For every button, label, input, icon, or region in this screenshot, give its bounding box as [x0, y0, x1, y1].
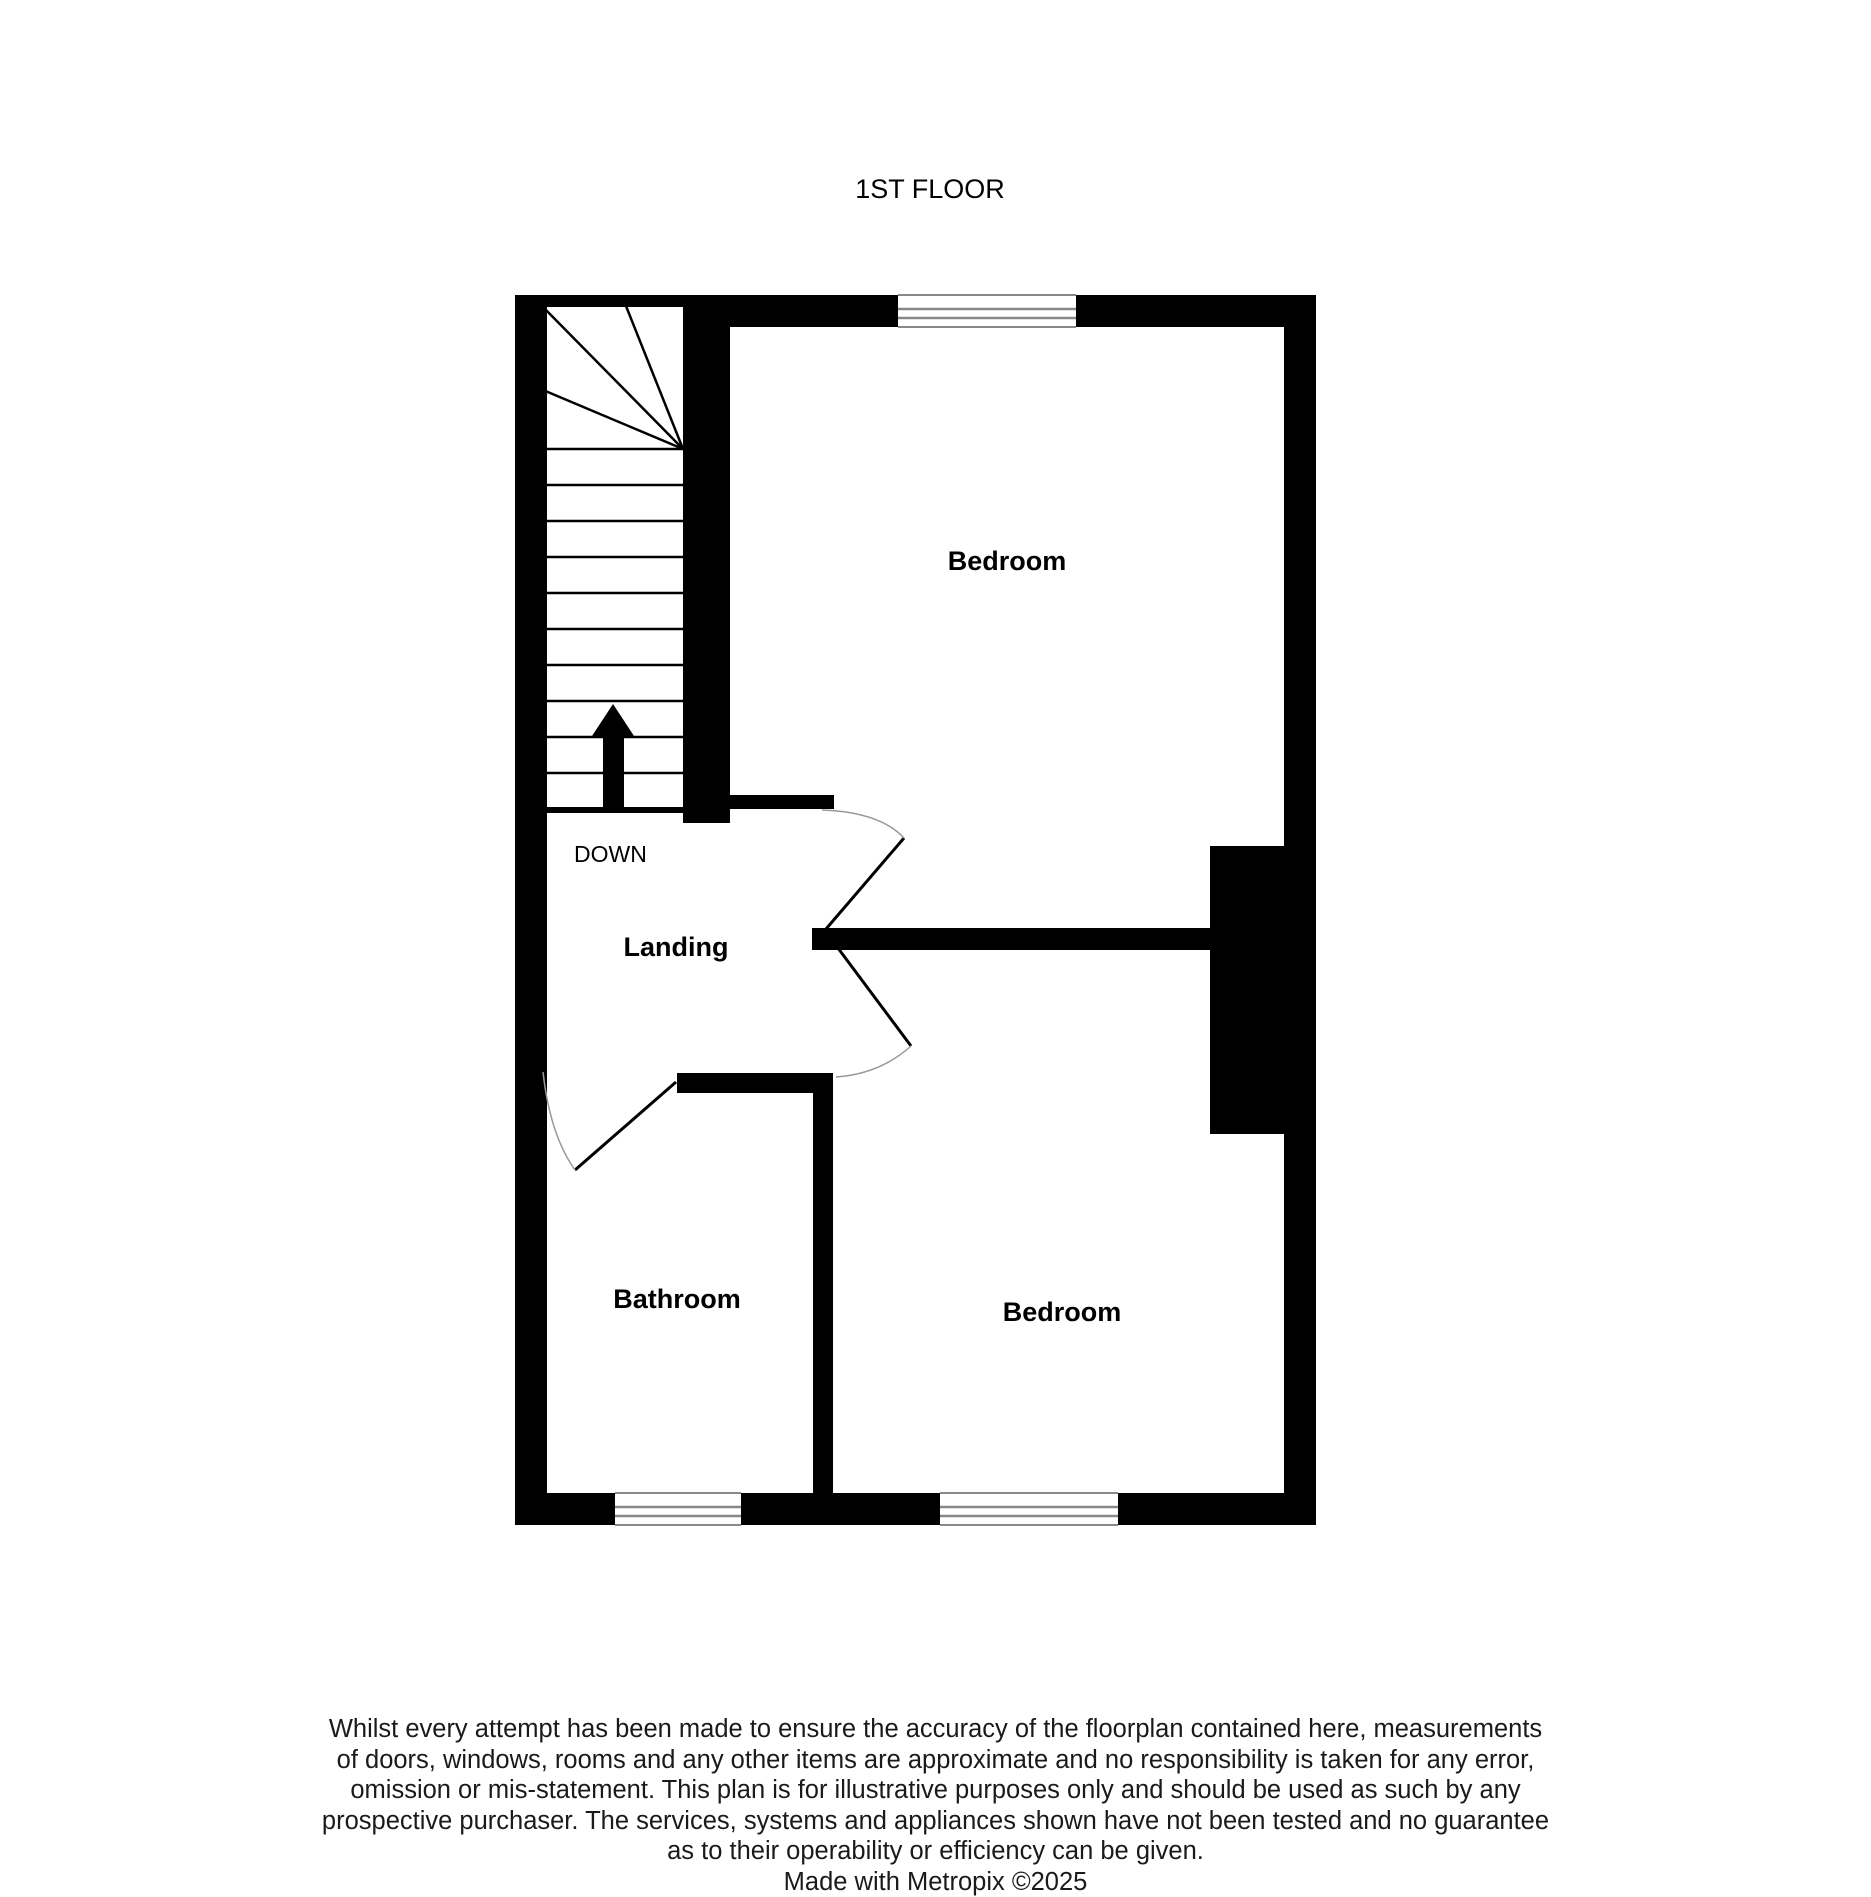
- stair-arrow-icon: [592, 704, 634, 812]
- disclaimer: [230, 1714, 1641, 1897]
- wall-right-upper: [1284, 295, 1316, 847]
- internal-walls: [677, 295, 1316, 1493]
- door-bedroom-lower: [826, 932, 911, 1077]
- wall-right-lower: [1284, 1120, 1316, 1525]
- chimney-breast: [1210, 846, 1316, 1134]
- wall-bathroom-right: [813, 1075, 833, 1493]
- window-bedroom-lower: [940, 1491, 1118, 1527]
- floor-title: 1ST FLOOR: [855, 174, 1005, 204]
- disclaimer-line: prospective purchaser. The services, systems and appliances shown have not been tested and no guarantee: [230, 1806, 1641, 1837]
- room-label-bedroom-lower: Bedroom: [1003, 1297, 1122, 1327]
- disclaimer-line: omission or mis-statement. This plan is for illustrative purposes only and should be used as such by any: [230, 1775, 1641, 1806]
- window-bathroom: [615, 1491, 741, 1527]
- disclaimer-line: as to their operability or efficiency can be given.: [230, 1836, 1641, 1867]
- wall-bathroom-top: [677, 1073, 833, 1093]
- wall-stair-right: [683, 295, 730, 823]
- outer-walls: [515, 295, 1316, 1525]
- disclaimer-line: Whilst every attempt has been made to ensure the accuracy of the floorplan contained here, measurements: [230, 1714, 1641, 1745]
- stair-direction-label: DOWN: [574, 841, 647, 867]
- window-top: [898, 293, 1076, 329]
- wall-bedroom-door-stub: [730, 795, 834, 809]
- room-label-landing: Landing: [624, 932, 729, 962]
- room-label-bedroom-upper: Bedroom: [948, 546, 1067, 576]
- wall-left: [515, 295, 547, 1525]
- door-bathroom: [543, 1072, 676, 1170]
- room-label-bathroom: Bathroom: [613, 1284, 741, 1314]
- door-bedroom-upper: [822, 810, 904, 929]
- disclaimer-line: Made with Metropix ©2025: [230, 1867, 1641, 1897]
- disclaimer-line: of doors, windows, rooms and any other items are approximate and no responsibility is taken for any error,: [230, 1745, 1641, 1776]
